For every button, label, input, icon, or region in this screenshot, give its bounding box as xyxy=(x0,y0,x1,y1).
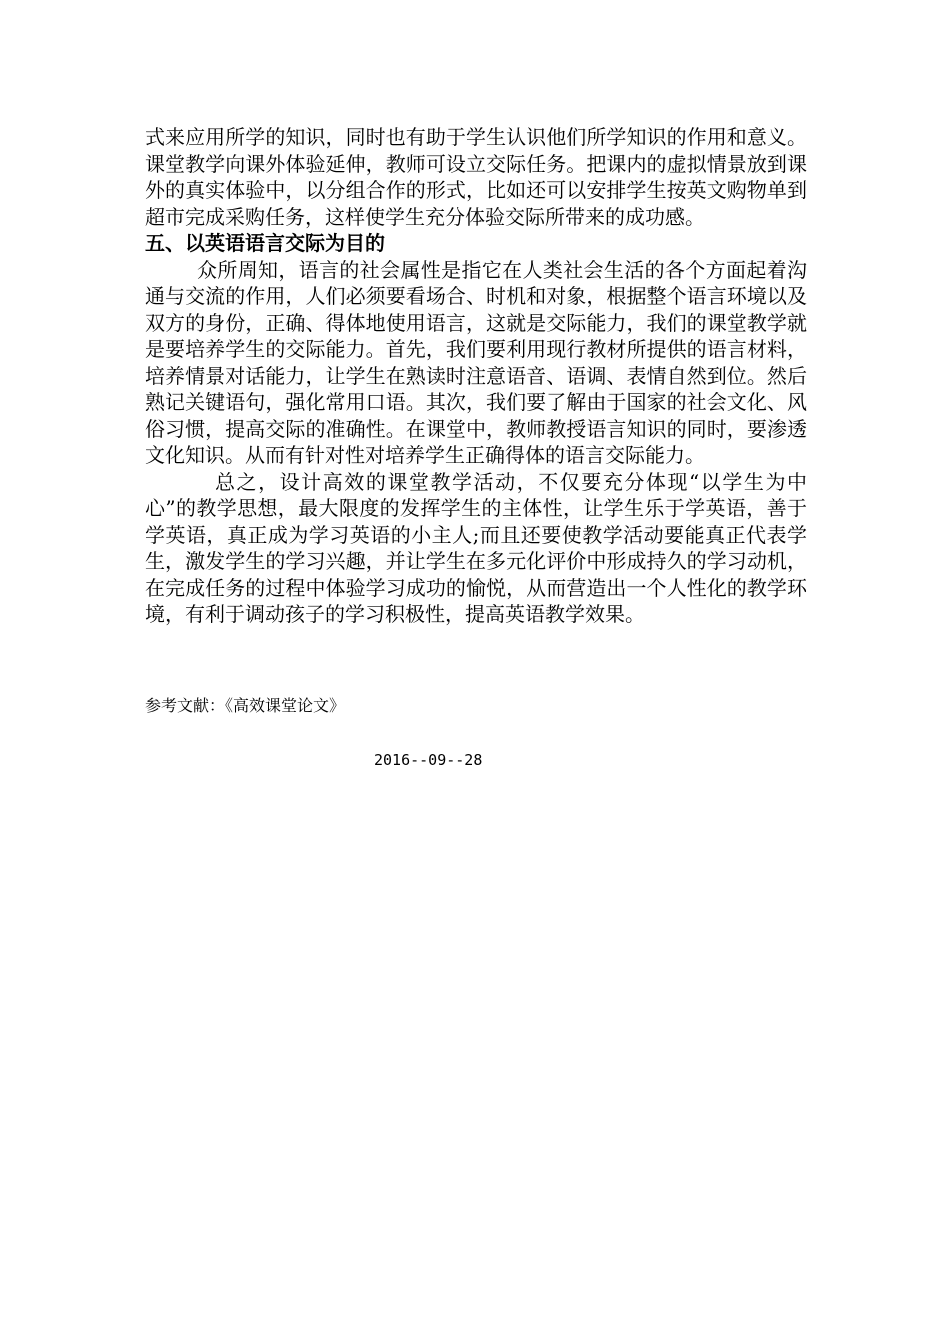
paragraph-conclusion: 总之，设计高效的课堂教学活动，不仅要充分体现“以学生为中心”的教学思想，最大限度的发挥学生的主体性，让学生乐于学英语，善于学英语，真正成为学习英语的小主人;而且还要使教学活动要能真正代表学生，激发学生的学习兴趣，并让学生在多元化评价中形成持久的学习动机，在完成任务的过程中体验学习成功的愉悦，从而营造出一个人性化的教学环境，有利于调动孩子的学习积极性，提高英语教学效果。 xyxy=(145,469,807,626)
paragraph-continued: 式来应用所学的知识，同时也有助于学生认识他们所学知识的作用和意义。课堂教学向课外体验延伸，教师可设立交际任务。把课内的虚拟情景放到课外的真实体验中，以分组合作的形式，比如还可以安排学生按英文购物单到超市完成采购任务，这样使学生充分体验交际所带来的成功感。 xyxy=(145,125,807,229)
document-body xyxy=(145,124,807,628)
section-heading: 五、以英语语言交际为目的 xyxy=(145,231,385,255)
document-date: 2016--09--28 xyxy=(374,751,483,769)
paragraph-communication: 众所周知，语言的社会属性是指它在人类社会生活的各个方面起着沟通与交流的作用，人们必须要看场合、时机和对象，根据整个语言环境以及双方的身份，正确、得体地使用语言，这就是交际能力，我们的课堂教学就是要培养学生的交际能力。首先，我们要利用现行教材所提供的语言材料，培养情景对话能力，让学生在熟读时注意语音、语调、表情自然到位。然后熟记关键语句，强化常用口语。其次，我们要了解由于国家的社会文化、风俗习惯，提高交际的准确性。在课堂中，教师教授语言知识的同时，要渗透文化知识。从而有针对性对培养学生正确得体的语言交际能力。 xyxy=(145,257,807,467)
references-line: 参考文献：《高效课堂论文》 xyxy=(145,696,346,715)
